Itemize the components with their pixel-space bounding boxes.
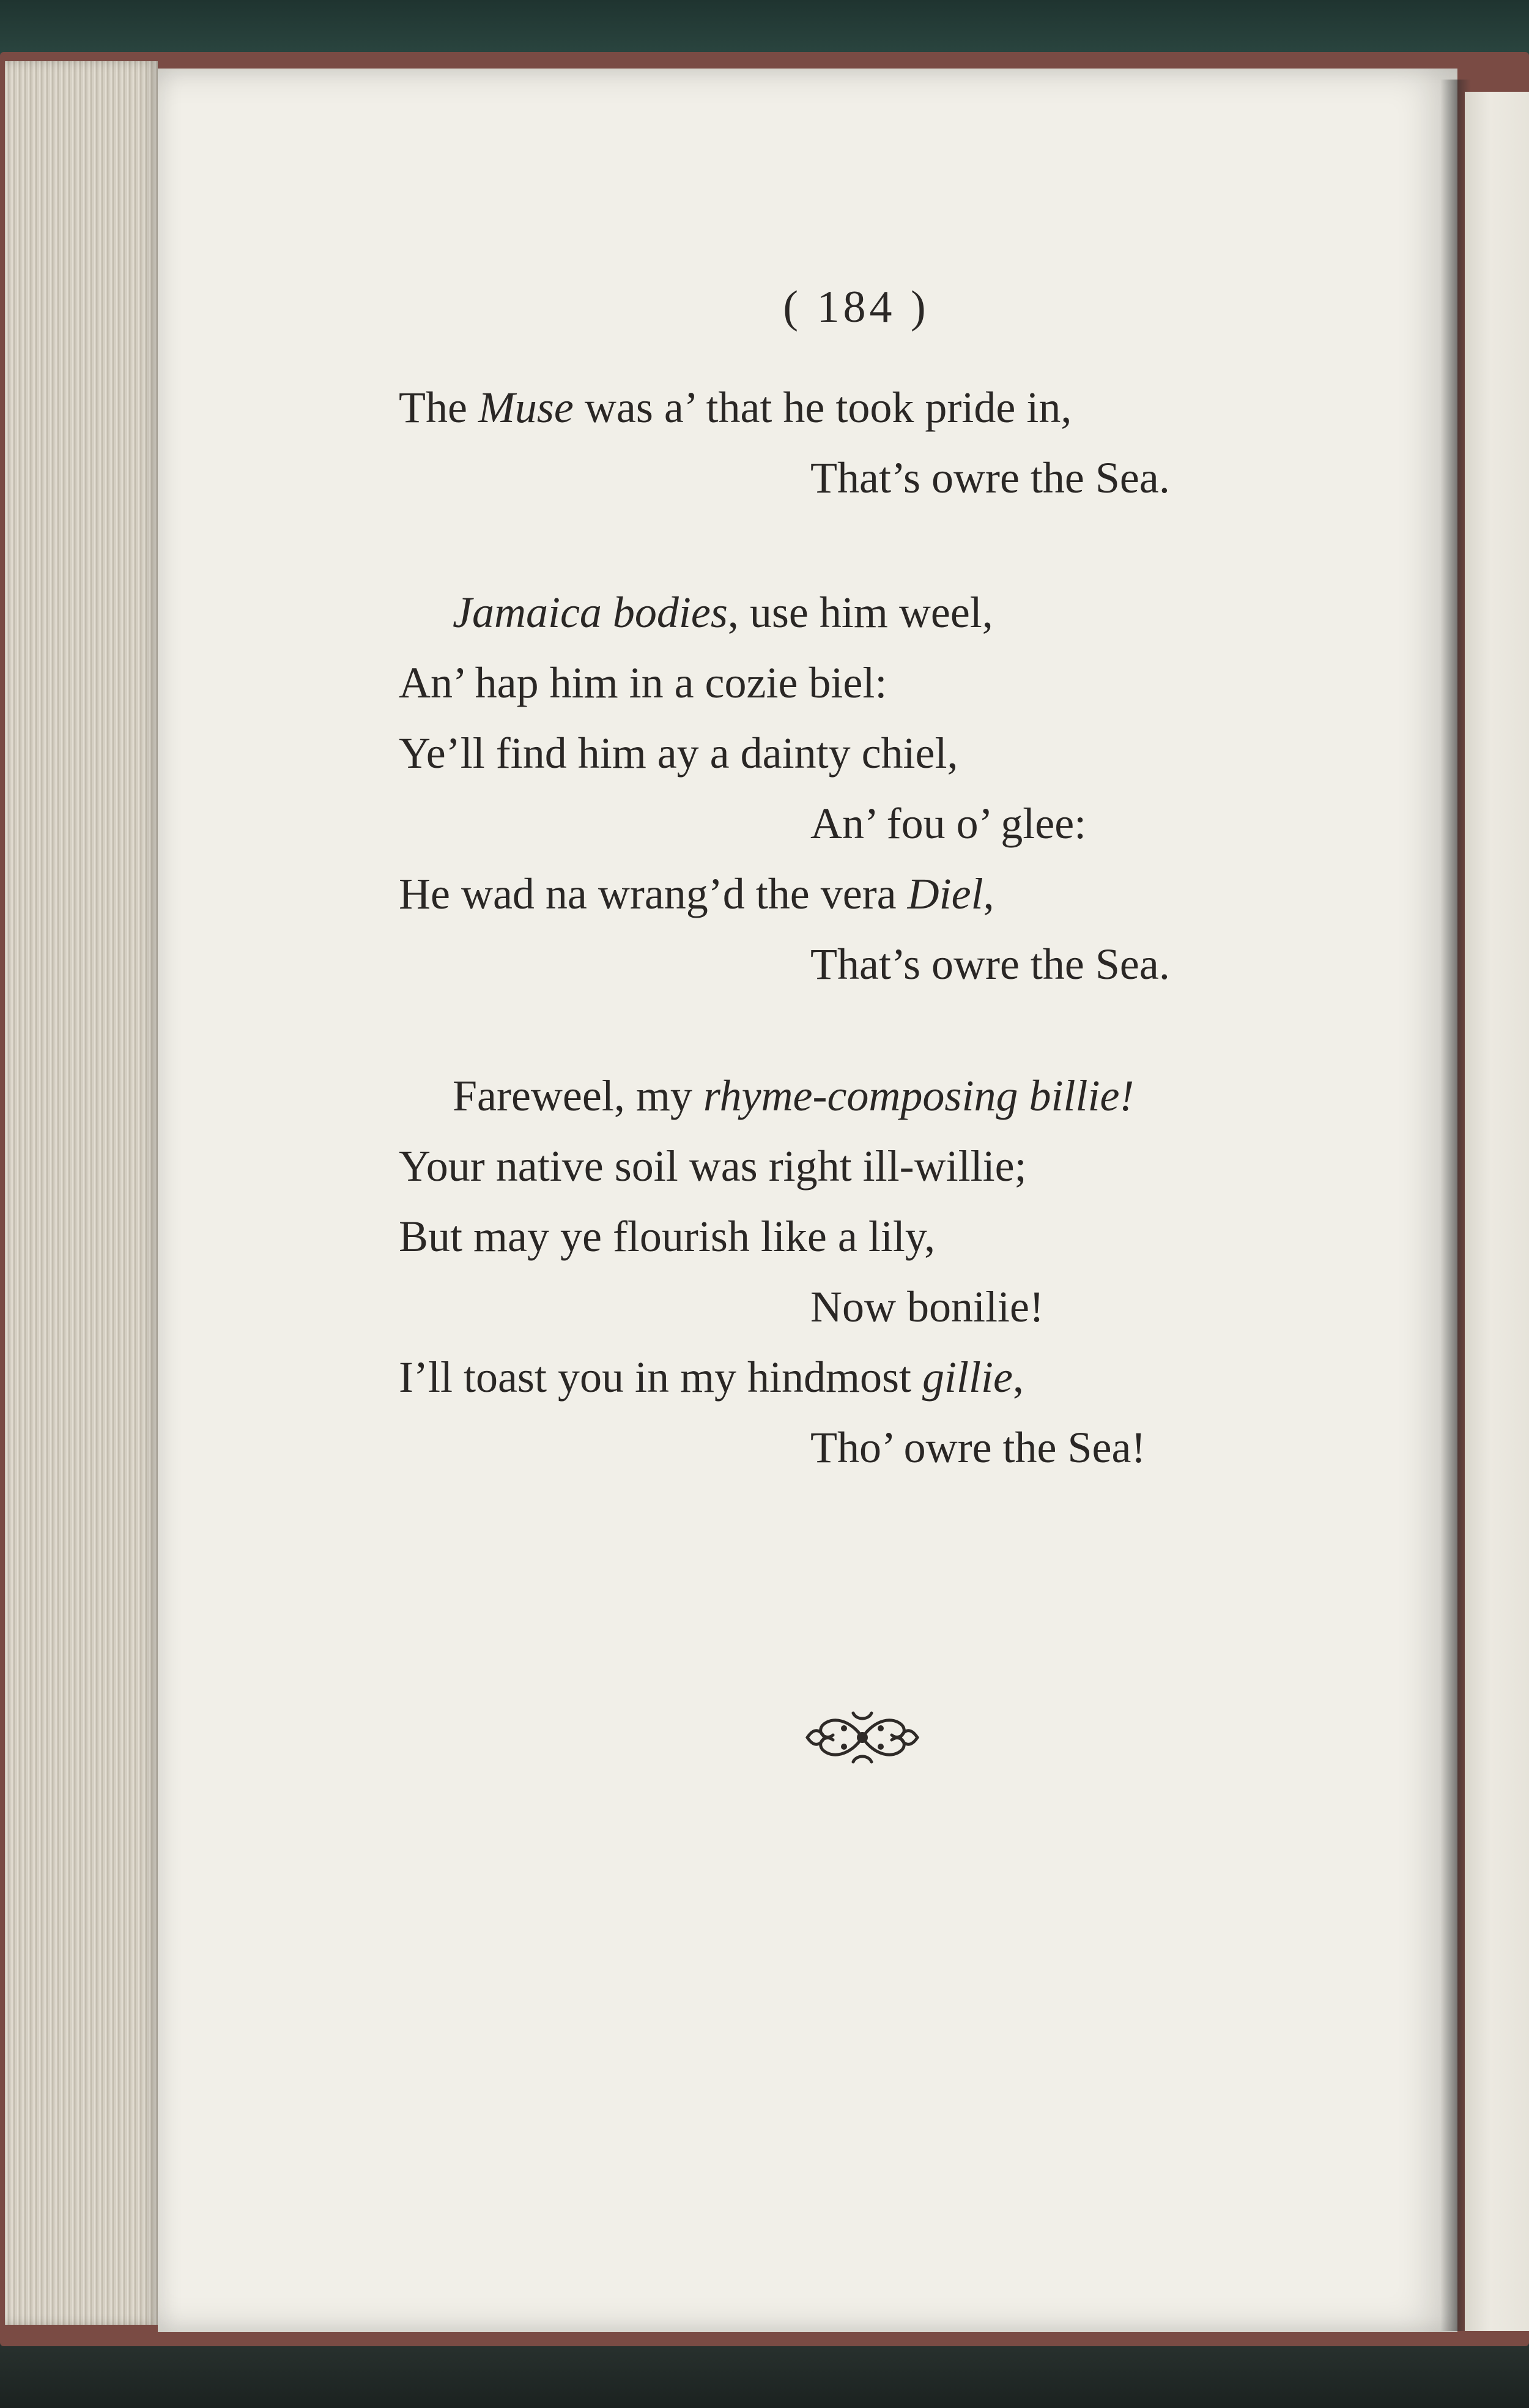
verse-line: Jamaica bodies, use him weel, [453,588,993,637]
verse-refrain: That’s owre the Sea. [810,453,1170,502]
verse-line: Fareweel, my rhyme-composing billie! [453,1071,1135,1120]
verse-line: Ye’ll find him ay a dainty chiel, [399,729,958,778]
page-number: ( 184 ) [783,282,930,332]
verse-line: I’ll toast you in my hindmost gillie, [399,1353,1024,1402]
backdrop-top [0,0,1529,58]
fleuron-ornament-icon [795,1701,930,1774]
page-block-edges [5,61,158,2325]
verse-line: Now bonilie! [810,1282,1044,1331]
verse-line: An’ fou o’ glee: [810,799,1087,848]
verse-line: But may ye flourish like a lily, [399,1212,936,1261]
verse-refrain: That’s owre the Sea. [810,940,1170,989]
verse-line: He wad na wrang’d the vera Diel, [399,869,994,918]
facing-page-edge [1465,92,1529,2331]
verse-line: The Muse was a’ that he took pride in, [399,383,1072,432]
backdrop-bottom [0,2337,1529,2408]
verse-line: Your native soil was right ill-willie; [399,1142,1027,1191]
verse-refrain: Tho’ owre the Sea! [810,1423,1146,1472]
verse-line: An’ hap him in a cozie biel: [399,658,887,707]
